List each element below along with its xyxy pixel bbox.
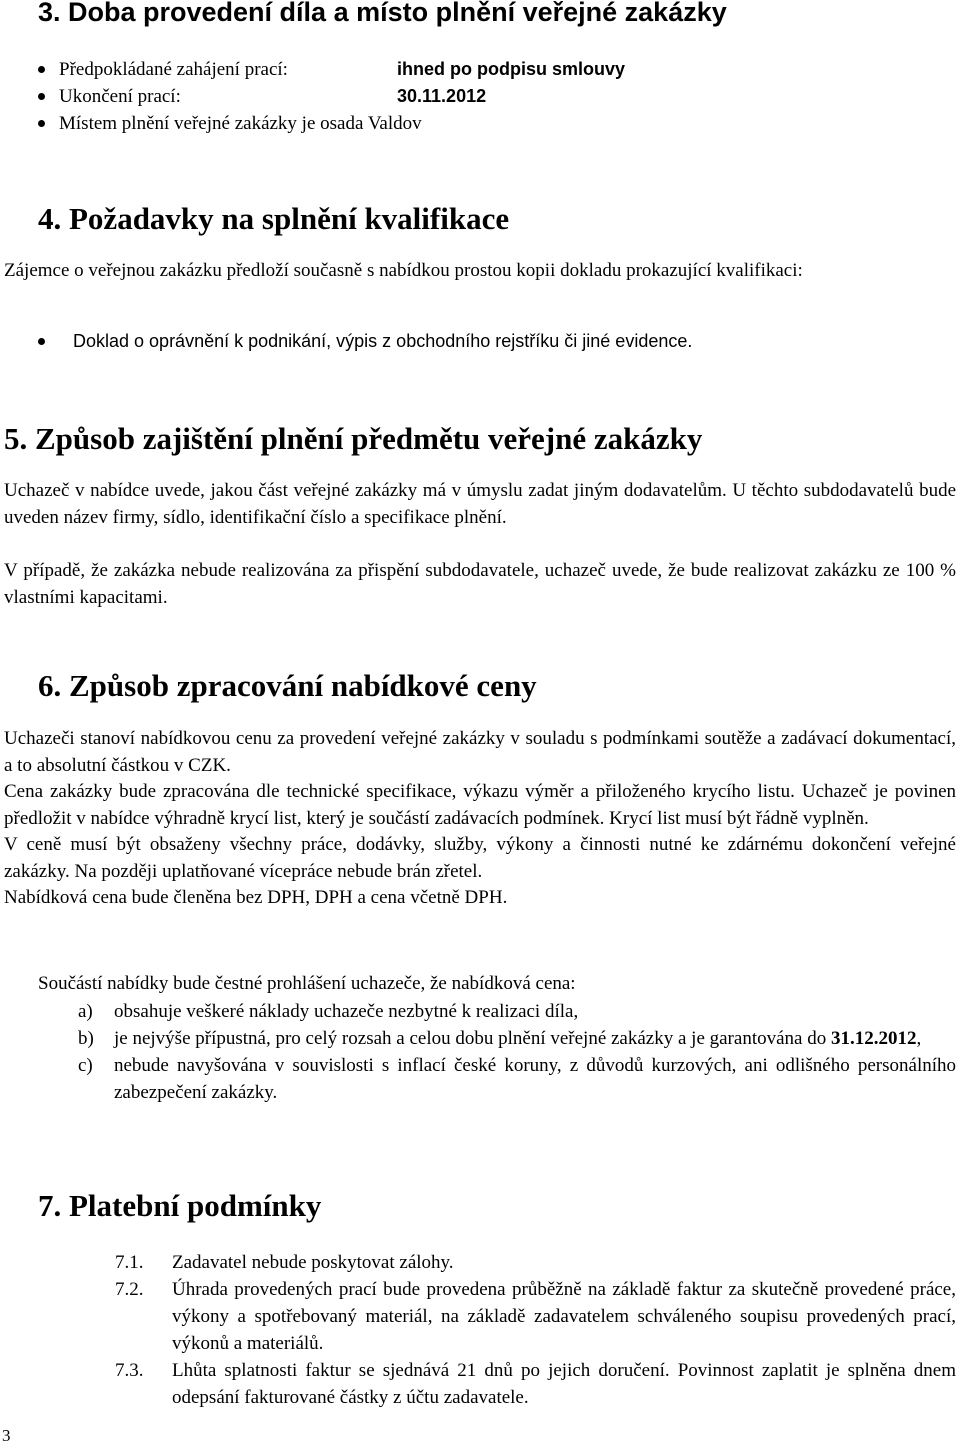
section-4: [38, 201, 960, 237]
section-6-body: [4, 726, 956, 912]
paragraph: Cena zakázky bude zpracována dle technické specifikace, výkazu výměr a přiloženého krycího listu. Uchazeč je povinen předložit v nabídce výhradně krycí list, který je součástí zadávacích podmínek. Krycí list musí být řádně vyplněn.: [4, 781, 956, 829]
section-5: [4, 421, 960, 457]
section-3-heading: 3. Doba provedení díla a místo plnění veřejné zakázky: [38, 0, 727, 27]
place-text: Místem plnění veřejné zakázky je osada Valdov: [59, 113, 422, 134]
declaration-intro: Součástí nabídky bude čestné prohlášení uchazeče, že nabídková cena:: [38, 973, 576, 994]
section-7-heading: 7. Platební podmínky: [38, 1188, 322, 1223]
guarantee-date: 31.12.2012: [830, 1027, 917, 1049]
list-item: [0, 56, 960, 83]
list-text: [114, 1025, 956, 1052]
paragraph: V ceně musí být obsaženy všechny práce, dodávky, služby, výkony a činnosti nutné ke zdárnému dokončení veřejné zakázky. Na později uplatňované vícepráce nebude brán zřetel.: [4, 834, 956, 882]
list-text: Lhůta splatnosti faktur se sjednává 21 dnů po jejich doručení. Povinnost zaplatit je splněna dnem odepsání fakturované částky z účtu zadavatele.: [172, 1360, 956, 1408]
list-item: [115, 1249, 956, 1276]
list-marker: b): [78, 1027, 94, 1049]
list-item: [0, 328, 960, 355]
list-marker: 7.1.: [115, 1252, 144, 1273]
payment-terms: [115, 1249, 956, 1411]
list-text: Zadavatel nebude poskytovat zálohy.: [172, 1252, 454, 1273]
start-value: ihned po podpisu smlouvy: [397, 59, 626, 79]
section-4-list: [0, 328, 960, 355]
list-item: [115, 1357, 956, 1411]
paragraph: Zájemce o veřejnou zakázku předloží současně s nabídkou prostou kopii dokladu prokazující kvalifikaci:: [4, 260, 803, 281]
list-marker: 7.2.: [115, 1279, 144, 1300]
section-4-heading: 4. Požadavky na splnění kvalifikace: [38, 201, 510, 236]
list-item: [38, 1025, 956, 1052]
list-marker: c): [78, 1054, 93, 1076]
qualification-doc-text: Doklad o oprávnění k podnikání, výpis z obchodního rejstříku či jiné evidence.: [73, 331, 693, 351]
paragraph: Uchazeči stanoví nabídkovou cenu za provedení veřejné zakázky v souladu s podmínkami soutěže a zadávací dokumentací, a to absolutní částkou v CZK.: [4, 728, 956, 776]
page-number: 3: [2, 1426, 11, 1445]
bullet-icon: [38, 66, 45, 73]
list-item: [38, 998, 956, 1025]
section-5-body: [4, 478, 956, 611]
list-item: [115, 1276, 956, 1357]
list-text: nebude navyšována v souvislosti s inflací české koruny, z důvodů kurzových, ani odlišného personálního zabezpečení zakázky.: [114, 1054, 956, 1103]
list-marker: a): [78, 1000, 93, 1022]
list-item: [0, 110, 960, 137]
paragraph: V případě, že zakázka nebude realizována za přispění subdodavatele, uchazeč uvede, že bude realizovat zakázku ze 100 % vlastními kapacitami.: [4, 560, 956, 608]
section-3: [38, 0, 960, 28]
section-7: [38, 1188, 960, 1224]
section-3-list: [0, 56, 960, 137]
declaration: [38, 971, 956, 1106]
start-label: Předpokládané zahájení prací:: [59, 59, 288, 80]
list-text: Úhrada provedených prací bude provedena průběžně na základě faktur za skutečně provedené práce, výkony a spotřebovaný materiál, na základě zadavatelem schváleného soupisu provedených prací, výkonů a materiálů.: [172, 1279, 956, 1354]
list-text: obsahuje veškeré náklady uchazeče nezbytné k realizaci díla,: [114, 1000, 579, 1022]
list-marker: 7.3.: [115, 1360, 144, 1381]
list-text-tail: ,: [916, 1027, 922, 1049]
section-4-intro: [4, 258, 956, 285]
section-6-heading: 6. Způsob zpracování nabídkové ceny: [38, 668, 537, 703]
bullet-icon: [38, 93, 45, 100]
end-label: Ukončení prací:: [59, 86, 181, 107]
list-item: [38, 1052, 956, 1106]
section-6: [38, 668, 960, 704]
paragraph: Uchazeč v nabídce uvede, jakou část veřejné zakázky má v úmyslu zadat jiným dodavatelům. U těchto subdodavatelů bude uveden název firmy, sídlo, identifikační číslo a specifikace plnění.: [4, 480, 956, 528]
bullet-icon: [38, 338, 45, 345]
end-value: 30.11.2012: [397, 86, 487, 106]
section-5-heading: 5. Způsob zajištění plnění předmětu veřejné zakázky: [4, 421, 703, 456]
paragraph: Nabídková cena bude členěna bez DPH, DPH a cena včetně DPH.: [4, 887, 508, 908]
list-text-main: je nejvýše přípustná, pro celý rozsah a celou dobu plnění veřejné zakázky a je garantována do: [114, 1027, 831, 1049]
bullet-icon: [38, 120, 45, 127]
list-item: [0, 83, 960, 110]
